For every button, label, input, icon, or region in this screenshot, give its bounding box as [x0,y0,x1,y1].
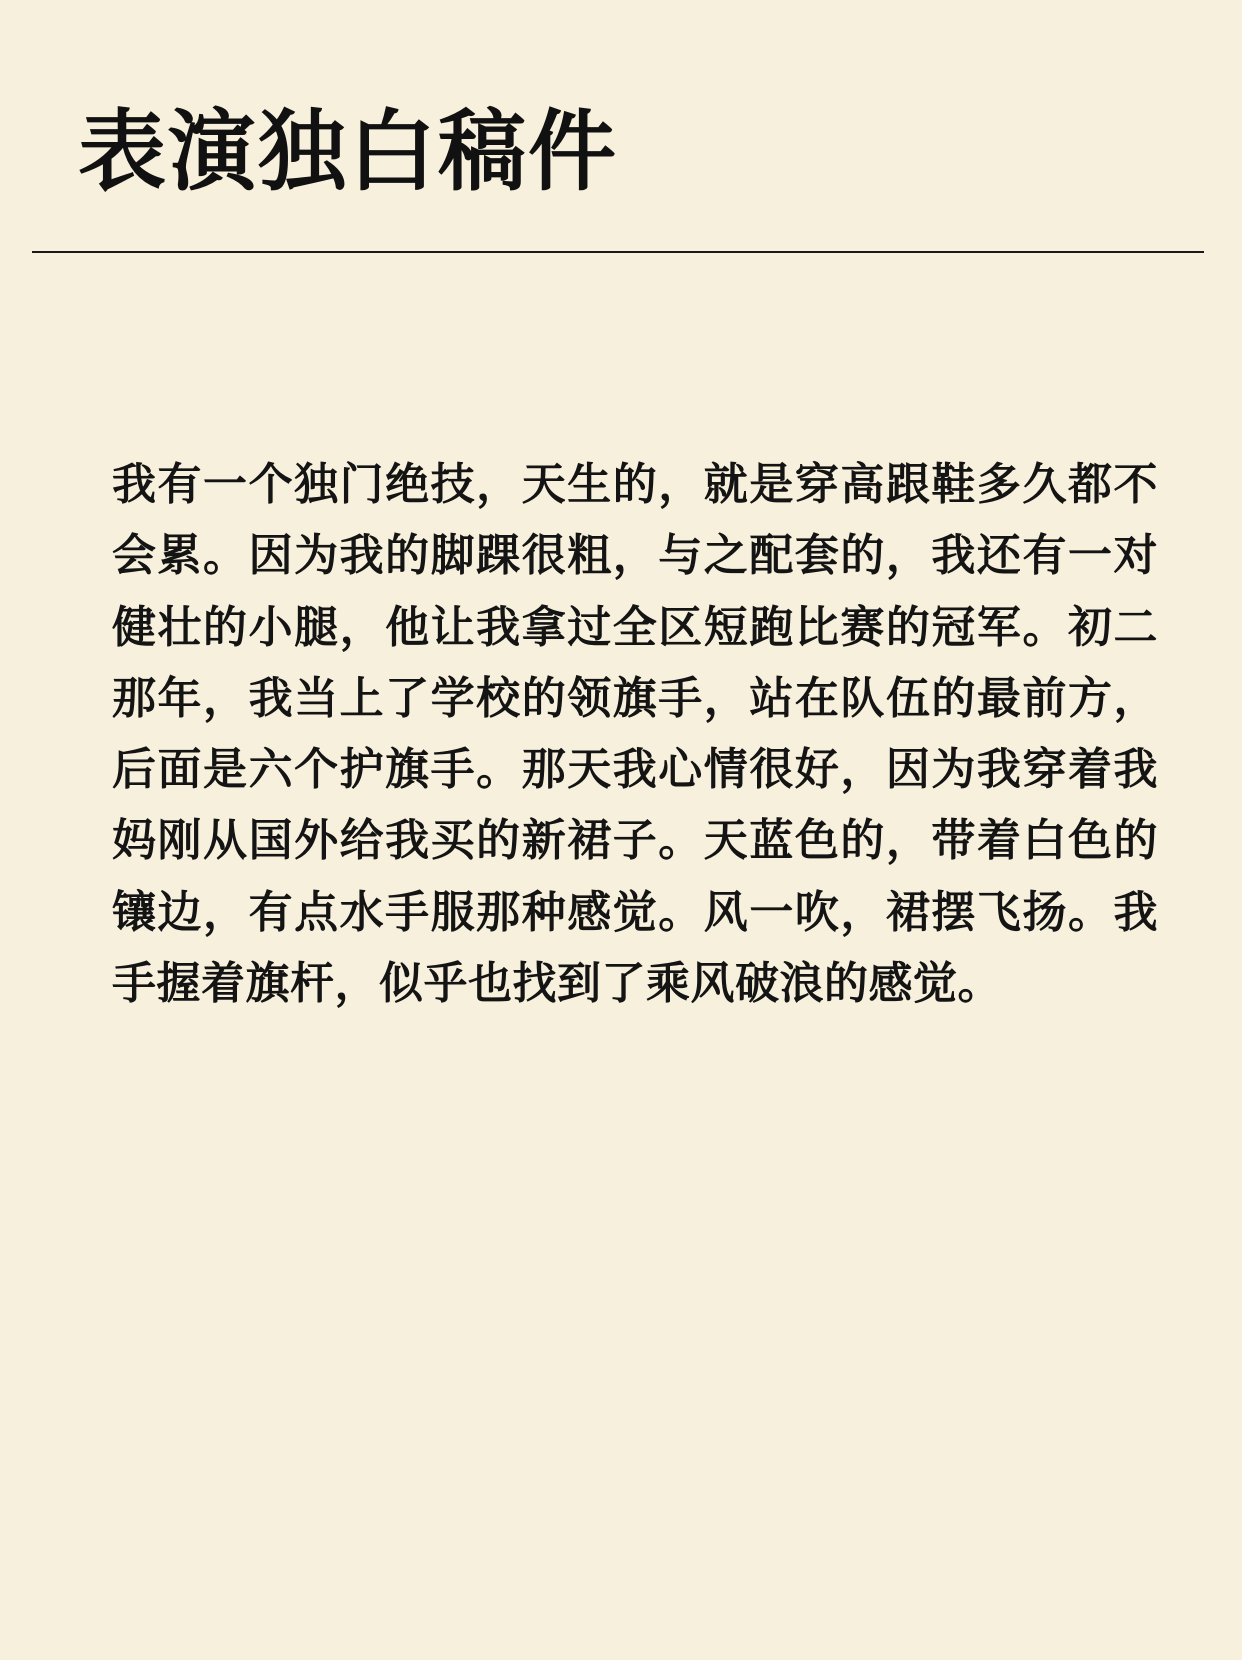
body-paragraph: 我有一个独门绝技，天生的，就是穿高跟鞋多久都不会累。因为我的脚踝很粗，与之配套的，我还有一对健壮的小腿，他让我拿过全区短跑比赛的冠军。初二那年，我当上了学校的领旗手，站在队伍的最前方，后面是六个护旗手。那天我心情很好，因为我穿着我妈刚从国外给我买的新裙子。天蓝色的，带着白色的镶边，有点水手服那种感觉。风一吹，裙摆飞扬。我手握着旗杆，似乎也找到了乘风破浪的感觉。 [112,459,1158,1009]
page-title: 表演独白稿件 [78,100,619,203]
document-body [0,253,1242,1019]
title-block [0,0,1242,203]
